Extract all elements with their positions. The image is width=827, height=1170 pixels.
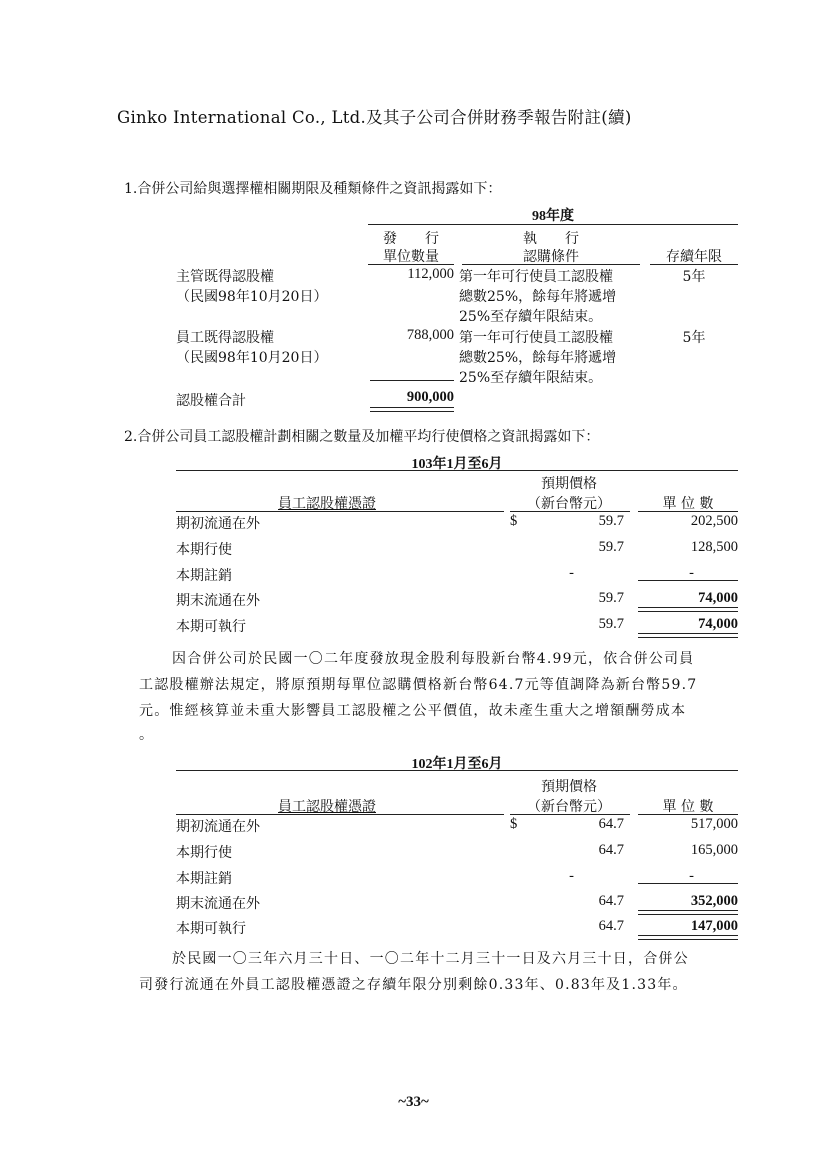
table102-price-header-2: （新台幣元）	[527, 799, 611, 815]
option-row-1-date: （民國98年10月20日）	[176, 289, 328, 305]
table103-row-3-label: 本期註銷	[176, 568, 232, 584]
table102-row-2-price: 64.7	[598, 842, 624, 858]
table102-units-rule	[638, 814, 738, 815]
page-number: ~33~	[398, 1094, 429, 1110]
table103-row-5-price: 59.7	[598, 616, 624, 632]
option-total-label: 認股權合計	[176, 393, 246, 409]
section2-intro: 2.合併公司員工認股權計劃相關之數量及加權平均行使價格之資訊揭露如下：	[124, 429, 600, 445]
table102-row-4-units: 352,000	[690, 893, 738, 909]
table103-price-rule	[510, 511, 630, 512]
table102-row-5-double-rule	[638, 935, 738, 940]
table103-subtotal-rule	[638, 580, 738, 581]
option-row-2-name: 員工既得認股權	[176, 330, 274, 346]
option-row-2-cond-1: 第一年可行使員工認股權	[459, 330, 613, 346]
table102-price-header-1: 預期價格	[541, 779, 597, 795]
table103-row-5-label: 本期可執行	[176, 619, 246, 635]
table103-row-2-label: 本期行使	[176, 542, 232, 558]
option-row-1-name: 主管既得認股權	[176, 269, 274, 285]
table102-label-header: 員工認股權憑證	[278, 799, 376, 815]
option-row-2-cond-3: 25%至存續年限結束。	[459, 370, 603, 386]
col-term-rule	[650, 264, 738, 265]
table102-top-rule	[176, 770, 738, 771]
section1-top-rule	[368, 224, 738, 225]
table102-row-3-price: -	[569, 868, 574, 884]
option-row-2-date: （民國98年10月20日）	[176, 350, 328, 366]
table103-row-5-units: 74,000	[698, 616, 738, 632]
table103-row-3-price: -	[569, 565, 574, 581]
section1-year-header: 98年度	[532, 209, 574, 224]
table102-row-3-units: -	[689, 868, 694, 884]
option-row-2-cond-2: 總數25%，餘每年將遞增	[459, 350, 617, 366]
table102-row-1-units: 517,000	[690, 816, 738, 832]
col-issue-header-1: 發 行	[383, 231, 439, 247]
table102-price-rule	[510, 814, 630, 815]
table102-row-3-label: 本期註銷	[176, 871, 232, 887]
paragraph-2-line-1: 於民國一〇三年六月三十日、一〇二年十二月三十一日及六月三十日，合併公	[172, 951, 689, 967]
table103-units-header: 單 位 數	[662, 496, 714, 512]
table102-row-1-label: 期初流通在外	[176, 819, 260, 835]
table103-label-header: 員工認股權憑證	[278, 496, 376, 512]
table103-row-4-units: 74,000	[698, 590, 738, 606]
col-exec-rule	[462, 264, 640, 265]
page-header-title: Ginko International Co., Ltd.及其子公司合併財務季報告附註(續)	[117, 108, 632, 127]
table102-row-4-price: 64.7	[598, 893, 624, 909]
paragraph-1-line-3: 元。惟經核算並未重大影響員工認股權之公平價值，故未產生重大之增額酬勞成本	[139, 703, 687, 719]
col-exec-header-1: 執 行	[523, 231, 579, 247]
option-row-1-units: 112,000	[407, 266, 454, 282]
option-row-2-term: 5年	[682, 330, 706, 346]
section1-intro: 1.合併公司給與選擇權相關期限及種類條件之資訊揭露如下：	[124, 181, 502, 197]
table102-row-4-label: 期末流通在外	[176, 896, 260, 912]
col-issue-header-2: 單位數量	[383, 249, 439, 265]
table102-units-header: 單 位 數	[662, 799, 714, 815]
total-top-rule	[370, 380, 454, 381]
table103-price-header-1: 預期價格	[541, 476, 597, 492]
table103-row-1-price: 59.7	[598, 513, 624, 529]
table103-row-3-units: -	[689, 565, 694, 581]
option-total-value: 900,000	[406, 389, 454, 405]
table103-units-rule	[638, 511, 738, 512]
table103-currency: $	[510, 513, 518, 529]
table103-row-1-label: 期初流通在外	[176, 516, 260, 532]
table103-period: 103年1月至6月	[411, 457, 503, 472]
table102-period: 102年1月至6月	[411, 757, 503, 772]
table103-row-5-double-rule	[638, 633, 738, 638]
paragraph-1-line-1: 因合併公司於民國一〇二年度發放現金股利每股新台幣4.99元，依合併公司員	[172, 651, 695, 667]
table102-row-2-label: 本期行使	[176, 845, 232, 861]
table103-price-header-2: （新台幣元）	[527, 496, 611, 512]
table102-row-5-label: 本期可執行	[176, 921, 246, 937]
option-row-1-term: 5年	[682, 269, 706, 285]
table103-row-4-price: 59.7	[598, 590, 624, 606]
table103-row-1-units: 202,500	[690, 513, 738, 529]
col-exec-header-2: 認購條件	[523, 249, 579, 265]
table103-row-4-double-rule	[638, 607, 738, 612]
table102-subtotal-rule	[638, 883, 738, 884]
option-row-1-cond-1: 第一年可行使員工認股權	[459, 269, 613, 285]
table102-label-rule	[176, 814, 504, 815]
table103-row-4-label: 期末流通在外	[176, 593, 260, 609]
option-row-1-cond-2: 總數25%，餘每年將遞增	[459, 289, 617, 305]
option-row-2-units: 788,000	[406, 327, 454, 343]
table102-row-4-double-rule	[638, 910, 738, 915]
table103-row-2-units: 128,500	[690, 539, 738, 555]
table103-row-2-price: 59.7	[598, 539, 624, 555]
table102-row-1-price: 64.7	[598, 816, 624, 832]
table102-currency: $	[510, 816, 518, 832]
table103-top-rule	[176, 470, 738, 471]
total-double-rule	[370, 407, 454, 412]
paragraph-1-line-4: 。	[139, 727, 155, 743]
col-issue-rule	[368, 264, 454, 265]
table102-row-5-units: 147,000	[690, 918, 738, 934]
col-term-header: 存續年限	[666, 249, 722, 265]
table102-row-2-units: 165,000	[690, 842, 738, 858]
paragraph-2-line-2: 司發行流通在外員工認股權憑證之存續年限分別剩餘0.33年、0.83年及1.33年。	[139, 977, 688, 993]
paragraph-1-line-2: 工認股權辦法規定，將原預期每單位認購價格新台幣64.7元等值調降為新台幣59.7	[139, 677, 698, 693]
table102-row-5-price: 64.7	[598, 918, 624, 934]
option-row-1-cond-3: 25%至存續年限結束。	[459, 309, 603, 325]
table103-label-rule	[176, 511, 504, 512]
